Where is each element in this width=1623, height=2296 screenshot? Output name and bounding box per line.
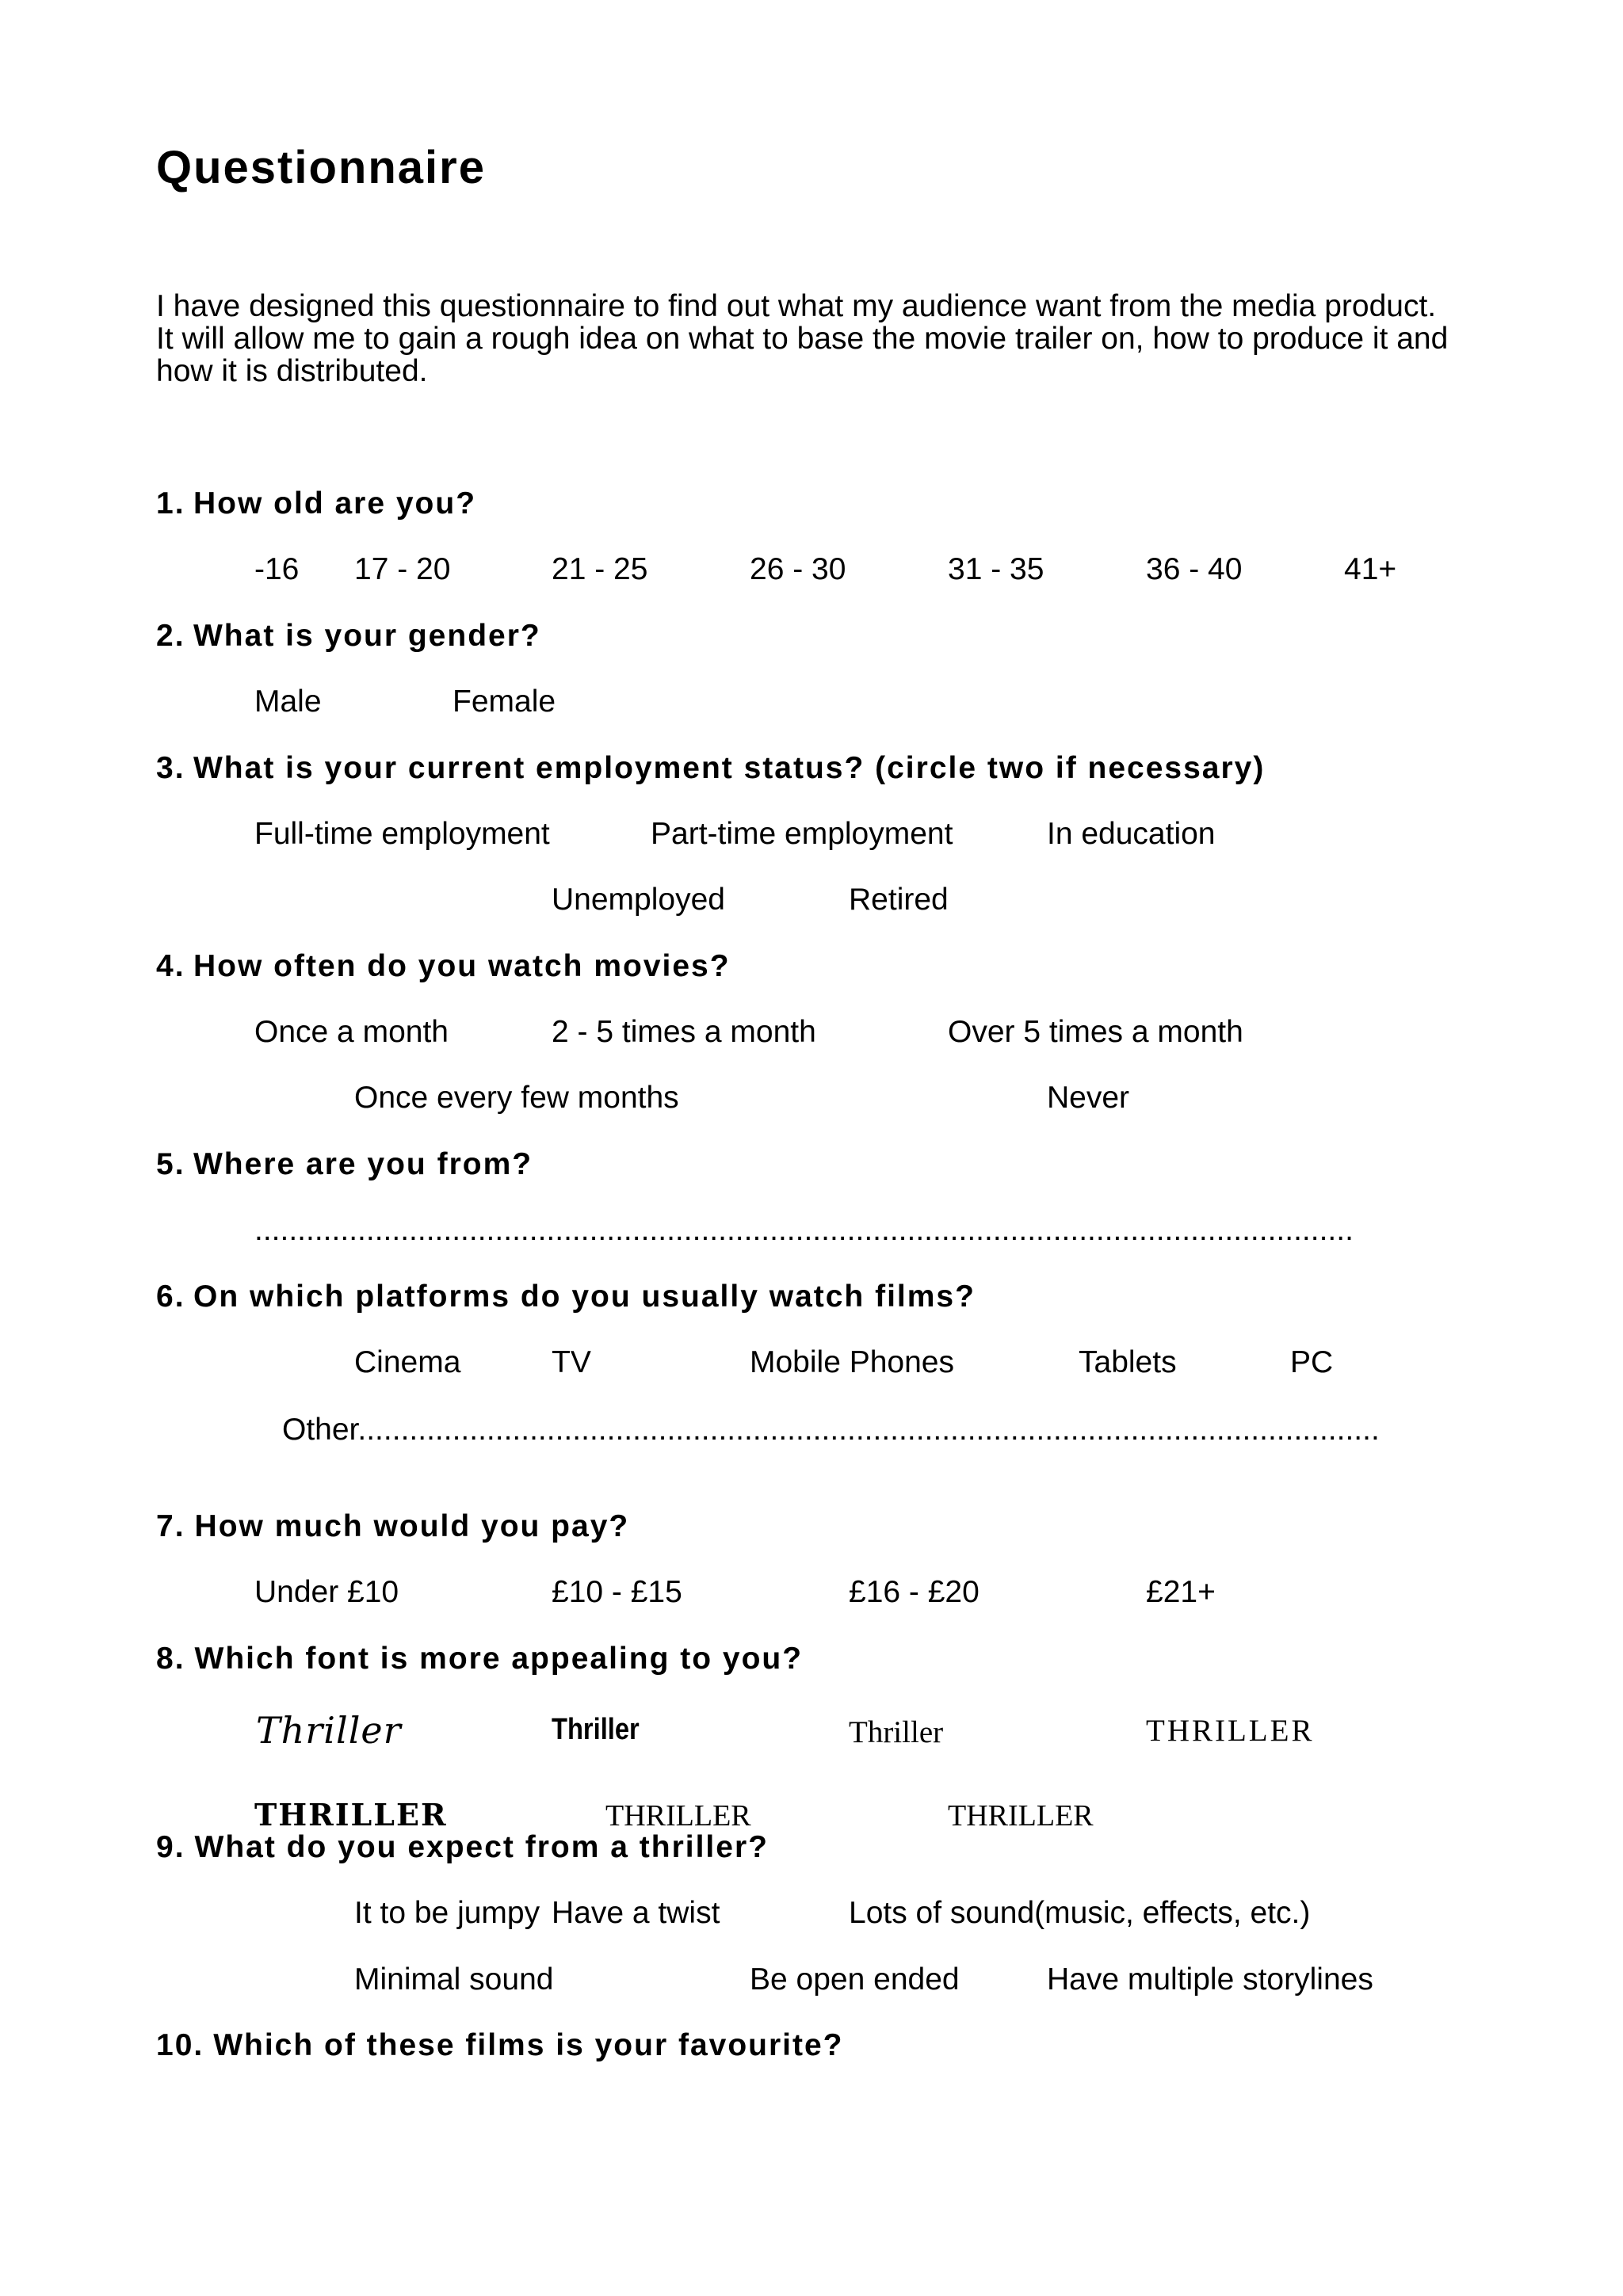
question-number: 4. (156, 949, 185, 983)
font-sample-bold-condensed[interactable]: Thriller (552, 1713, 640, 1746)
question-number: 1. (156, 486, 185, 521)
option-age-under-16[interactable]: -16 (254, 552, 300, 586)
option-have-a-twist[interactable]: Have a twist (552, 1896, 720, 1930)
option-mobile-phones[interactable]: Mobile Phones (750, 1345, 954, 1379)
option-gender-female[interactable]: Female (453, 685, 556, 719)
option-age-21-25[interactable]: 21 - 25 (552, 552, 648, 586)
font-sample-caps-serif-alt[interactable]: THRILLER (948, 1799, 1094, 1833)
question-number: 3. (156, 751, 185, 785)
question-text: Which font is more appealing to you? (194, 1642, 804, 1676)
option-21-plus[interactable]: £21+ (1146, 1575, 1216, 1609)
question-text: How often do you watch movies? (193, 949, 731, 983)
option-multiple-storylines[interactable]: Have multiple storylines (1047, 1962, 1373, 1997)
question-4 (156, 949, 731, 984)
option-under-10[interactable]: Under £10 (254, 1575, 399, 1609)
option-once-every-few-months[interactable]: Once every few months (354, 1081, 679, 1115)
question-1 (156, 486, 476, 521)
other-platform-answer-line[interactable]: Other....................................................................................................................... (282, 1413, 1380, 1447)
option-pc[interactable]: PC (1290, 1345, 1334, 1379)
question-text: What is your gender? (193, 619, 541, 653)
question-10 (156, 2028, 844, 2063)
option-gender-male[interactable]: Male (254, 685, 322, 719)
question-6 (156, 1280, 976, 1314)
option-cinema[interactable]: Cinema (354, 1345, 461, 1379)
question-number: 8. (156, 1642, 185, 1676)
option-age-41-plus[interactable]: 41+ (1344, 552, 1397, 586)
question-2 (156, 619, 541, 654)
question-number: 10. (156, 2028, 204, 2062)
option-16-20[interactable]: £16 - £20 (849, 1575, 980, 1609)
option-unemployed[interactable]: Unemployed (552, 883, 725, 917)
option-jumpy[interactable]: It to be jumpy (354, 1896, 540, 1930)
question-number: 2. (156, 619, 185, 653)
question-number: 5. (156, 1147, 185, 1181)
option-in-education[interactable]: In education (1047, 817, 1216, 851)
option-age-26-30[interactable]: 26 - 30 (750, 552, 846, 586)
question-text: Which of these films is your favourite? (213, 2028, 844, 2062)
option-age-31-35[interactable]: 31 - 35 (948, 552, 1044, 586)
option-lots-of-sound[interactable]: Lots of sound(music, effects, etc.) (849, 1896, 1311, 1930)
intro-paragraph: I have designed this questionnaire to find out what my audience want from the media product. It will allow me to gain a rough idea on what to base the movie trailer on, how to produce it and how it is distributed. (156, 289, 1449, 388)
question-text: What is your current employment status? (circle two if necessary) (193, 751, 1266, 785)
option-part-time-employment[interactable]: Part-time employment (651, 817, 953, 851)
location-answer-line[interactable]: ................................................................................................................................ (254, 1213, 1354, 1247)
font-sample-caps-serif[interactable]: THRILLER (605, 1799, 751, 1833)
question-3 (156, 751, 1265, 786)
option-full-time-employment[interactable]: Full-time employment (254, 817, 550, 851)
question-7 (156, 1509, 629, 1544)
question-8 (156, 1642, 803, 1676)
option-age-36-40[interactable]: 36 - 40 (1146, 552, 1243, 586)
option-never[interactable]: Never (1047, 1081, 1130, 1115)
question-5 (156, 1147, 533, 1182)
font-sample-caps-bold[interactable]: THRILLER (254, 1797, 448, 1833)
question-number: 6. (156, 1280, 185, 1314)
option-once-a-month[interactable]: Once a month (254, 1015, 449, 1049)
question-text: How much would you pay? (194, 1509, 630, 1543)
question-9 (156, 1830, 769, 1865)
page-title: Questionnaire (156, 142, 486, 193)
question-number: 9. (156, 1830, 185, 1864)
option-2-5-times-a-month[interactable]: 2 - 5 times a month (552, 1015, 816, 1049)
option-age-17-20[interactable]: 17 - 20 (354, 552, 451, 586)
font-sample-caps-display[interactable]: THRILLER (1146, 1714, 1315, 1748)
question-text: What do you expect from a thriller? (194, 1830, 769, 1864)
question-text: Where are you from? (193, 1147, 533, 1181)
option-over-5-times-a-month[interactable]: Over 5 times a month (948, 1015, 1243, 1049)
option-10-15[interactable]: £10 - £15 (552, 1575, 682, 1609)
option-minimal-sound[interactable]: Minimal sound (354, 1962, 554, 1997)
font-sample-serif[interactable]: Thriller (849, 1715, 944, 1749)
question-number: 7. (156, 1509, 185, 1543)
question-text: On which platforms do you usually watch films? (193, 1280, 976, 1314)
option-tv[interactable]: TV (552, 1345, 591, 1379)
option-tablets[interactable]: Tablets (1079, 1345, 1177, 1379)
font-sample-script[interactable]: Thriller (256, 1709, 402, 1752)
option-be-open-ended[interactable]: Be open ended (750, 1962, 960, 1997)
question-text: How old are you? (193, 486, 477, 521)
option-retired[interactable]: Retired (849, 883, 949, 917)
